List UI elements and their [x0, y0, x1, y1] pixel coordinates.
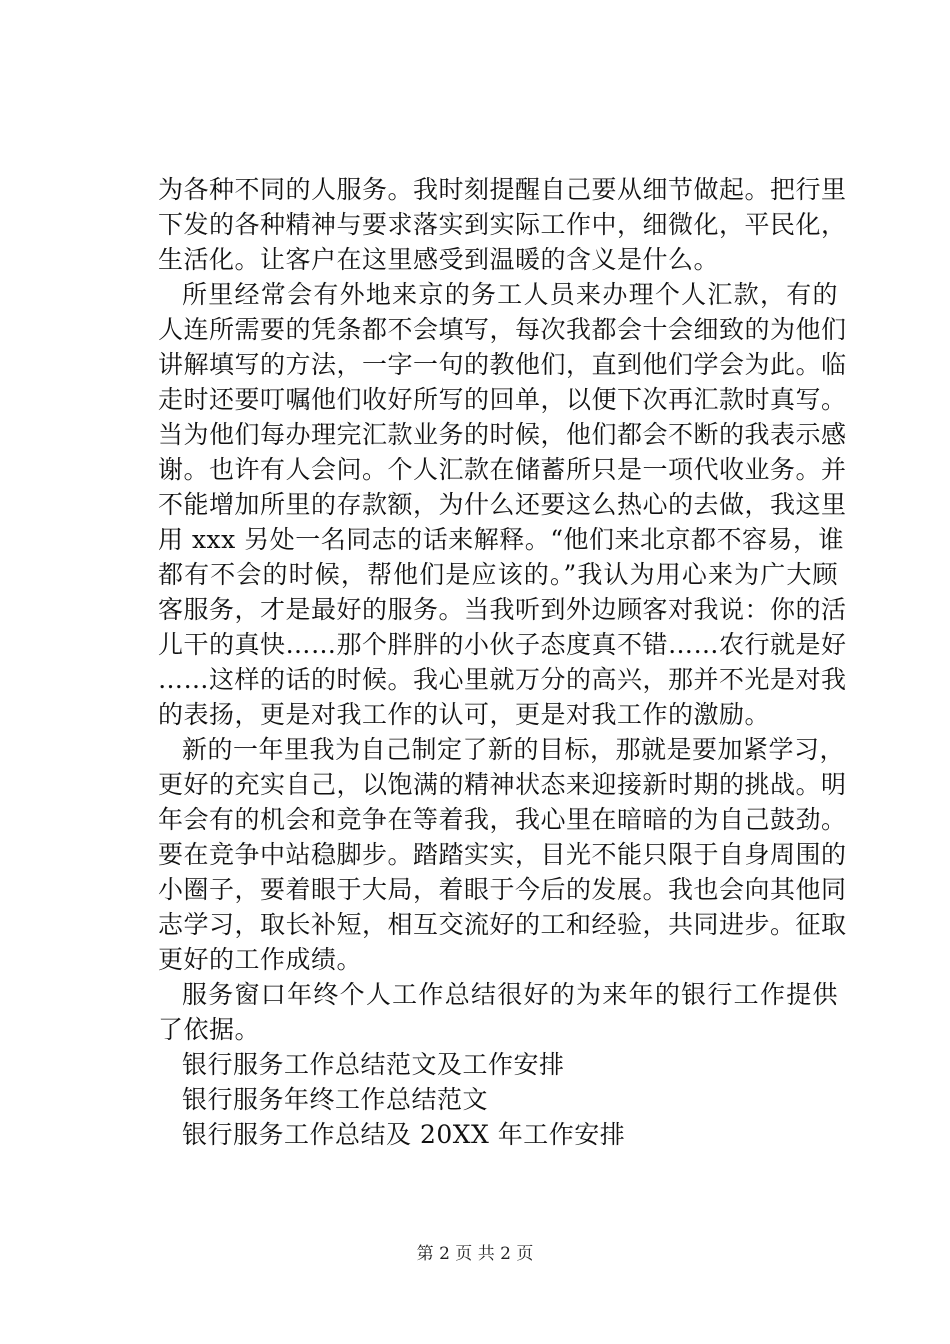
text-line: 的表扬，更是对我工作的认可，更是对我工作的激励。 [158, 700, 771, 729]
text-line: 人连所需要的凭条都不会填写，每次我都会十会细致的为他们 [158, 315, 847, 344]
text-line: 银行服务年终工作总结范文 [182, 1085, 489, 1114]
text-line: 生活化。让客户在这里感受到温暖的含义是什么。 [158, 245, 720, 274]
text-line: 服务窗口年终个人工作总结很好的为来年的银行工作提供 [182, 980, 838, 1009]
text-line: 下发的各种精神与要求落实到实际工作中，细微化，平民化， [158, 210, 847, 239]
text-line: 客服务，才是最好的服务。当我听到外边顾客对我说：你的活 [158, 595, 847, 624]
text-line: 用 xxx 另处一名同志的话来解释。“他们来北京都不容易，谁 [158, 525, 844, 554]
text-line: 小圈子，要着眼于大局，着眼于今后的发展。我也会向其他同 [158, 875, 847, 904]
text-line: 所里经常会有外地来京的务工人员来办理个人汇款，有的 [182, 280, 838, 309]
text-line: 当为他们每办理完汇款业务的时候，他们都会不断的我表示感 [158, 420, 847, 449]
text-line: 志学习，取长补短，相互交流好的工和经验，共同进步。征取 [158, 910, 847, 939]
text-line: 银行服务工作总结及 20XX 年工作安排 [182, 1120, 626, 1149]
text-line: 要在竞争中站稳脚步。踏踏实实，目光不能只限于自身周围的 [158, 840, 847, 869]
text-line: 了依据。 [158, 1015, 261, 1044]
text-line: 银行服务工作总结范文及工作安排 [182, 1050, 565, 1079]
text-line: 不能增加所里的存款额，为什么还要这么热心的去做，我这里 [158, 490, 847, 519]
text-line: 儿干的真快……那个胖胖的小伙子态度真不错……农行就是好 [158, 630, 847, 659]
text-line: 年会有的机会和竞争在等着我，我心里在暗暗的为自己鼓劲。 [158, 805, 847, 834]
document-body [158, 172, 847, 1152]
text-line: 更好的充实自己，以饱满的精神状态来迎接新时期的挑战。明 [158, 770, 847, 799]
text-line: 讲解填写的方法，一字一句的教他们，直到他们学会为此。临 [158, 350, 847, 379]
text-line: 为各种不同的人服务。我时刻提醒自己要从细节做起。把行里 [158, 175, 847, 204]
text-line: ……这样的话的时候。我心里就万分的高兴，那并不光是对我 [158, 665, 847, 694]
text-line: 走时还要叮嘱他们收好所写的回单，以便下次再汇款时真写。 [158, 385, 847, 414]
text-line: 谢。也许有人会问。个人汇款在储蓄所只是一项代收业务。并 [158, 455, 847, 484]
text-line: 新的一年里我为自己制定了新的目标，那就是要加紧学习， [182, 735, 846, 764]
page-footer: 第 2 页 共 2 页 [416, 1244, 534, 1264]
text-line: 都有不会的时候，帮他们是应该的。”我认为用心来为广大顾 [158, 560, 838, 589]
text-line: 更好的工作成绩。 [158, 945, 363, 974]
